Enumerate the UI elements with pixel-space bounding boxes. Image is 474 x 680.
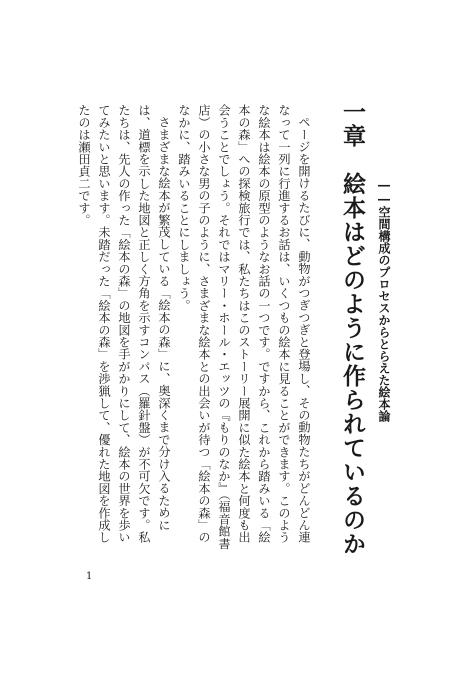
- paragraph: ページを開けるたびに、動物がつぎつぎと登場し、その動物たちがどんどん連なって一列に行進するお話は、いくつもの絵本に見ることができます。このような絵本は絵本の原型のようなお話の一つです。ですから、これから踏みいる「絵本の森」への探検旅行では、私たちはこのストーリー展開に似た絵本と何度も出会うことでしょう。それではマリー・ホール・エッツの『もりのなか』（福音館書店）の小さな男の子のように、さまざまな絵本との出会いが待つ「絵本の森」のなかに、踏みいることにしましょう。: [177, 104, 311, 550]
- page-number: 1: [86, 571, 93, 582]
- paragraph: さまざまな絵本が繁茂している「絵本の森」に、奥深くまで分け入るためには、道標を示した地図と正しく方角を示すコンパス（羅針盤）が不可欠です。私たちは、先人の作った「絵本の森」の地図を手がかりにして、絵本の世界を歩いてみたいと思います。未踏だった「絵本の森」を渉猟して、優れた地図を作成したのは瀬田貞二です。: [77, 104, 171, 544]
- body-text: [74, 104, 314, 554]
- chapter-title: 一章 絵本はどのように作られているのか: [339, 100, 365, 556]
- chapter-subtitle: ――空間構成のプロセスからとらえた絵本論: [377, 178, 391, 422]
